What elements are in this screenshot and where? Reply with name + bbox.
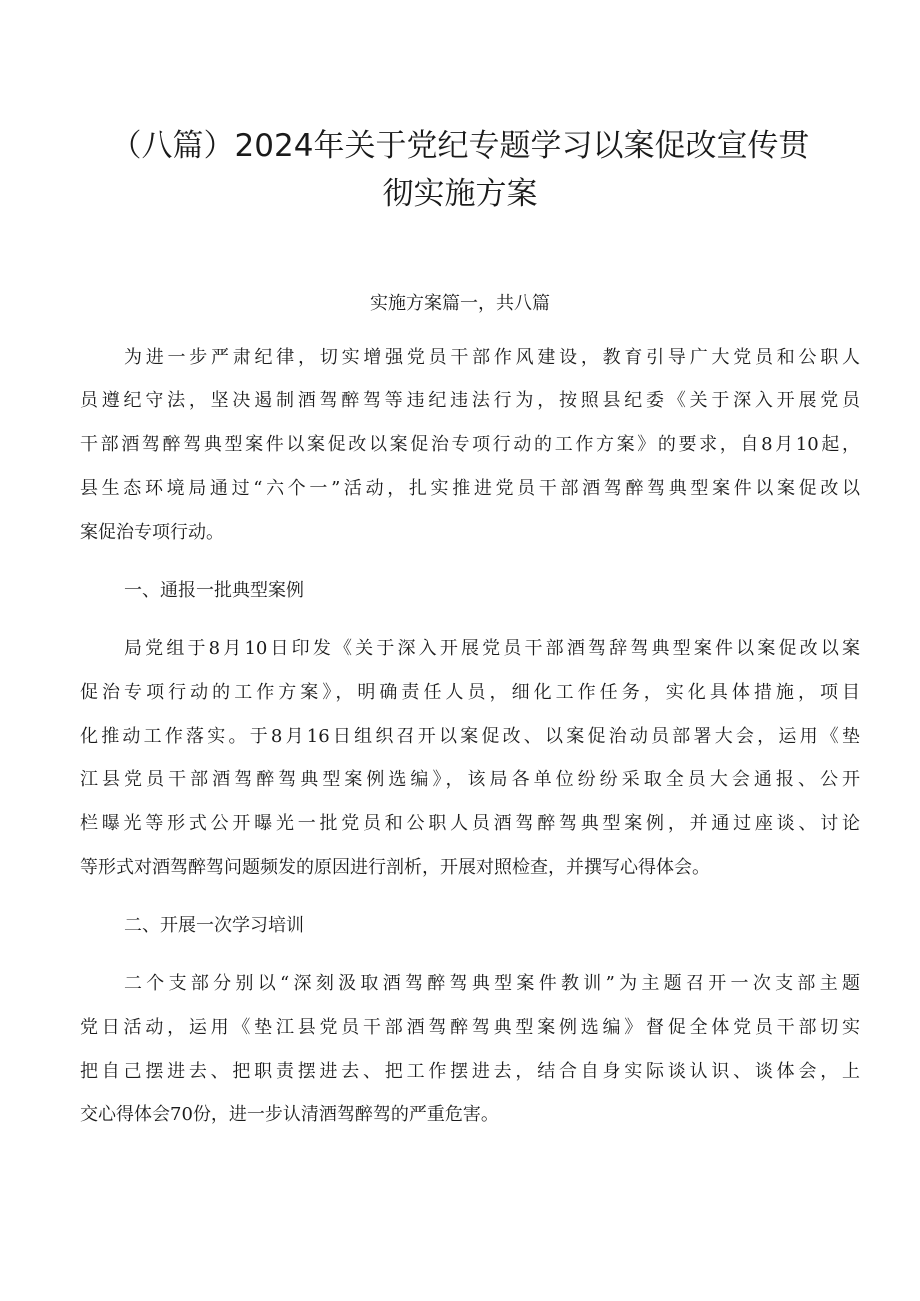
section-2-line: 二个支部分别以“深刻汲取酒驾醉驾典型案件教训”为主题召开一次支部主题 bbox=[124, 973, 860, 994]
intro-line: 县生态环境局通过“六个一”活动，扎实推进党员干部酒驾醉驾典型案件以案促改以 bbox=[80, 478, 860, 499]
section-1-line: 促治专项行动的工作方案》，明确责任人员，细化工作任务，实化具体措施，项目 bbox=[80, 682, 860, 703]
section-1-line: 化推动工作落实。于8月16日组织召开以案促改、以案促治动员部署大会，运用《垫 bbox=[80, 726, 860, 747]
section-2-line: 把自己摆进去、把职责摆进去、把工作摆进去，结合自身实际谈认识、谈体会，上 bbox=[80, 1061, 860, 1082]
section-1-line: 栏曝光等形式公开曝光一批党员和公职人员酒驾醉驾典型案例，并通过座谈、讨论 bbox=[80, 813, 860, 834]
document-title-line-2: 彻实施方案 bbox=[382, 176, 538, 212]
intro-line: 为进一步严肃纪律，切实增强党员干部作风建设，教育引导广大党员和公职人 bbox=[124, 347, 860, 368]
intro-line: 案促治专项行动。 bbox=[80, 522, 224, 543]
section-2-heading: 二、开展一次学习培训 bbox=[124, 915, 304, 936]
document-title-line-1: （八篇）2024年关于党纪专题学习以案促改宣传贯 bbox=[110, 128, 810, 164]
section-1-line: 等形式对酒驾醉驾问题频发的原因进行剖析，开展对照检查，并撰写心得体会。 bbox=[80, 857, 710, 878]
document-subtitle: 实施方案篇一，共八篇 bbox=[370, 293, 550, 314]
section-1-line: 局党组于8月10日印发《关于深入开展党员干部酒驾辞驾典型案件以案促改以案 bbox=[124, 638, 860, 659]
section-2-line: 交心得体会70份，进一步认清酒驾醉驾的严重危害。 bbox=[80, 1104, 499, 1125]
intro-line: 员遵纪守法，坚决遏制酒驾醉驾等违纪违法行为，按照县纪委《关于深入开展党员 bbox=[80, 390, 860, 411]
intro-line: 干部酒驾醉驾典型案件以案促改以案促治专项行动的工作方案》的要求，自8月10起， bbox=[80, 434, 860, 455]
section-2-line: 党日活动，运用《垫江县党员干部酒驾醉驾典型案例选编》督促全体党员干部切实 bbox=[80, 1017, 860, 1038]
section-1-heading: 一、通报一批典型案例 bbox=[124, 580, 304, 601]
section-1-line: 江县党员干部酒驾醉驾典型案例选编》，该局各单位纷纷采取全员大会通报、公开 bbox=[80, 769, 860, 790]
